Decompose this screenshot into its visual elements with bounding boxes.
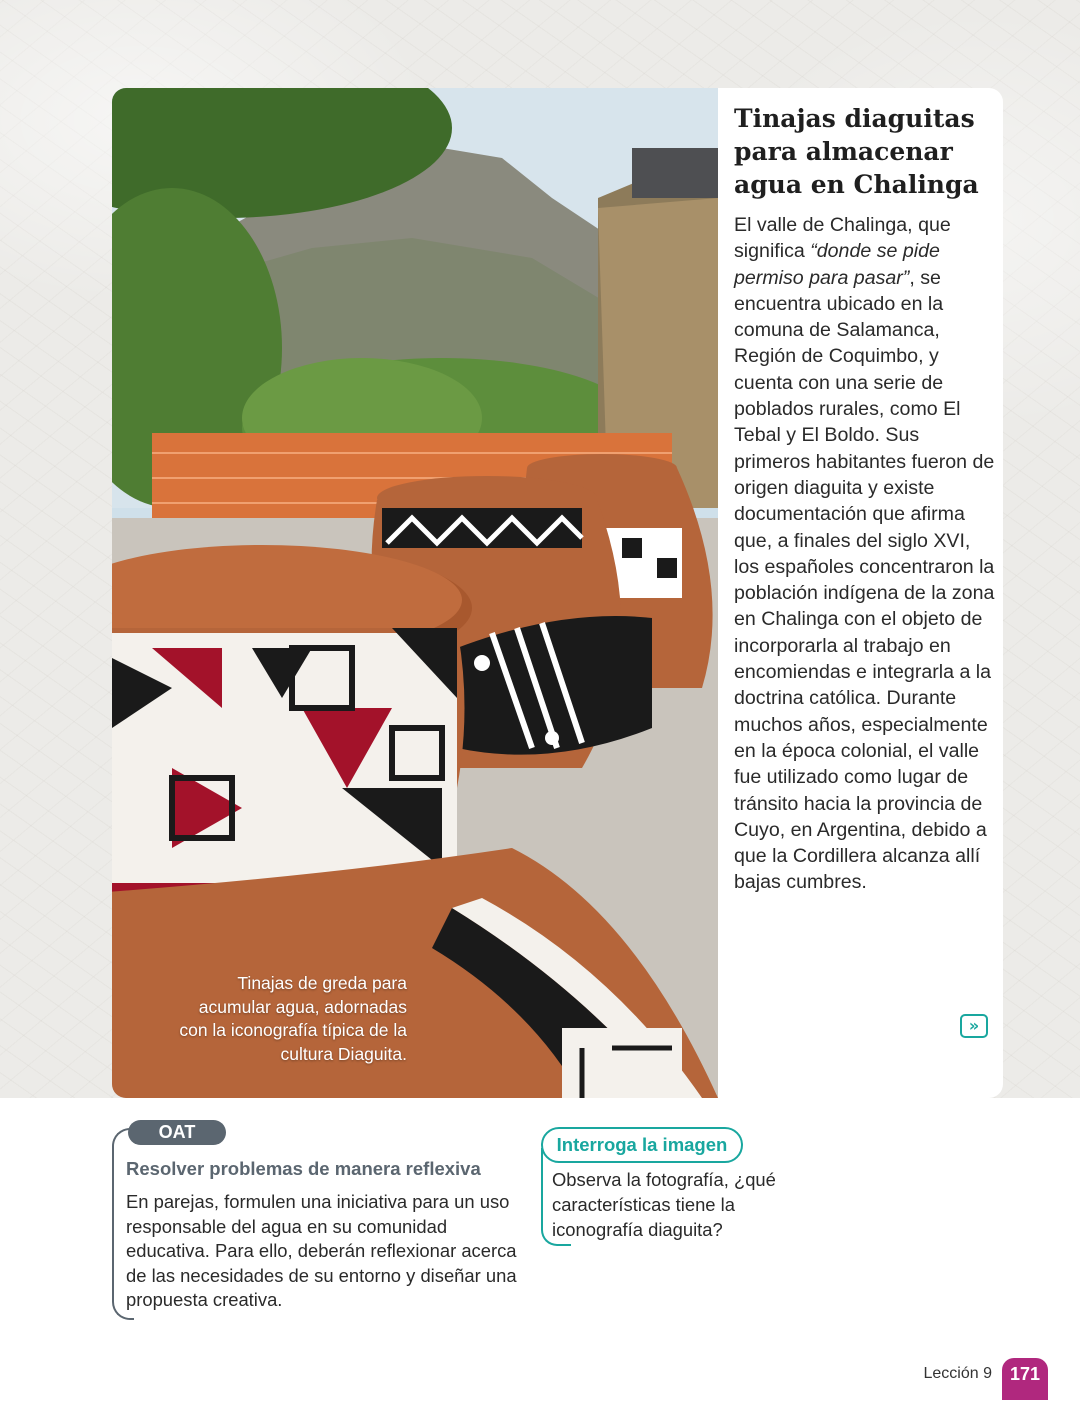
interroga-text: Observa la fotografía, ¿qué características tiene la iconografía diaguita? [552, 1169, 776, 1240]
article-body-end: , se encuentra ubicado en la comuna de Salamanca, Región de Coquimbo, y cuenta con una serie de poblados rurales, como El Tebal y El Boldo. Sus primeros habitantes fueron de origen diaguita y existe documentación que afirma que, a finales del siglo XVI, los españoles concentraron la población indígena de la zona en Chalinga con el objeto de incorporarla al trabajo en encomiendas e integrarla a la doctrina católica. Durante muchos años, especialmente en la época colonial, el valle fue utilizado como lugar de tránsito hacia la provincia de Cuyo, en Argentina, debido a que la Cordillera alcanza allí bajas cumbres. [734, 266, 995, 894]
oat-tag: OAT [128, 1120, 226, 1145]
lesson-label: Lección 9 [923, 1365, 992, 1382]
article-body-start: El valle de Chalinga, que significa [734, 214, 951, 263]
interroga-tag: Interroga la imagen [541, 1127, 743, 1163]
diaguita-jars-photo [112, 88, 718, 1098]
oat-heading: Resolver problemas de manera reflexiva [126, 1158, 481, 1179]
oat-text: En parejas, formulen una iniciativa para un uso responsable del agua en su comunidad educativa. Para ello, deberán reflexionar acerca de las necesidades de su entorno y diseñar una propuesta creativa. [126, 1191, 517, 1311]
article-body [734, 212, 996, 896]
article-body-quote: “donde se pide permiso para pasar” [734, 240, 940, 289]
double-chevron-right-icon[interactable]: » [960, 1014, 988, 1038]
article-title: Tinajas diaguitas para almacenar agua en Chalinga [734, 104, 979, 199]
photo-caption: Tinajas de greda para acumular agua, adornadas con la iconografía típica de la cultura Diaguita. [179, 973, 407, 1064]
photo-illustration [112, 88, 718, 1098]
page-number: 171 [1002, 1358, 1048, 1400]
